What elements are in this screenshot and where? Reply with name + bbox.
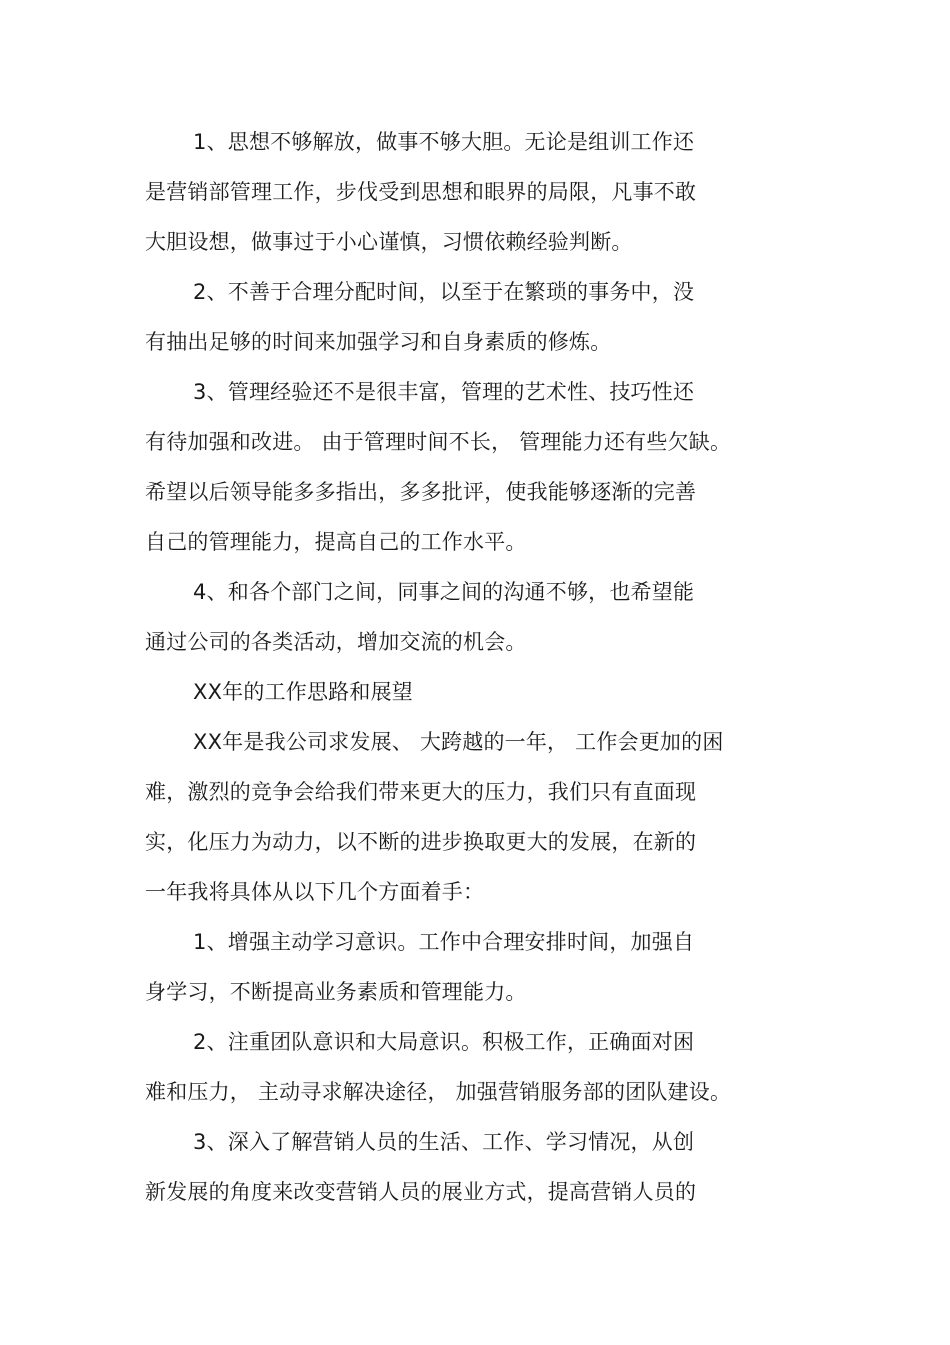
text-line: 2、不善于合理分配时间，以至于在繁琐的事务中，没 bbox=[193, 280, 695, 304]
text-line: 1、思想不够解放，做事不够大胆。无论是组训工作还 bbox=[193, 130, 695, 154]
text-line: 2、注重团队意识和大局意识。积极工作，正确面对困 bbox=[193, 1030, 695, 1054]
text-line: 希望以后领导能多多指出，多多批评，使我能够逐渐的完善 bbox=[145, 480, 697, 504]
text-line: 有待加强和改进。 由于管理时间不长， 管理能力还有些欠缺。 bbox=[145, 430, 732, 454]
text-line: 4、和各个部门之间，同事之间的沟通不够，也希望能 bbox=[193, 580, 695, 604]
text-line: 实，化压力为动力，以不断的进步换取更大的发展，在新的 bbox=[145, 830, 697, 854]
text-line: 自己的管理能力，提高自己的工作水平。 bbox=[145, 530, 527, 554]
text-line: 身学习，不断提高业务素质和管理能力。 bbox=[145, 980, 527, 1004]
text-line: 难，激烈的竞争会给我们带来更大的压力，我们只有直面现 bbox=[145, 780, 697, 804]
section-heading: XX年的工作思路和展望 bbox=[193, 680, 413, 704]
text-line: 新发展的角度来改变营销人员的展业方式，提高营销人员的 bbox=[145, 1180, 697, 1204]
text-line: 有抽出足够的时间来加强学习和自身素质的修炼。 bbox=[145, 330, 612, 354]
text-line: 通过公司的各类活动，增加交流的机会。 bbox=[145, 630, 527, 654]
text-line: XX年是我公司求发展、 大跨越的一年， 工作会更加的困 bbox=[193, 730, 724, 754]
text-line: 难和压力， 主动寻求解决途径， 加强营销服务部的团队建设。 bbox=[145, 1080, 732, 1104]
text-line: 是营销部管理工作，步伐受到思想和眼界的局限，凡事不敢 bbox=[145, 180, 697, 204]
text-line: 1、增强主动学习意识。工作中合理安排时间，加强自 bbox=[193, 930, 695, 954]
text-line: 3、深入了解营销人员的生活、工作、学习情况，从创 bbox=[193, 1130, 695, 1154]
text-line: 3、管理经验还不是很丰富，管理的艺术性、技巧性还 bbox=[193, 380, 695, 404]
text-line: 一年我将具体从以下几个方面着手： bbox=[145, 880, 485, 904]
text-line: 大胆设想，做事过于小心谨慎，习惯依赖经验判断。 bbox=[145, 230, 633, 254]
